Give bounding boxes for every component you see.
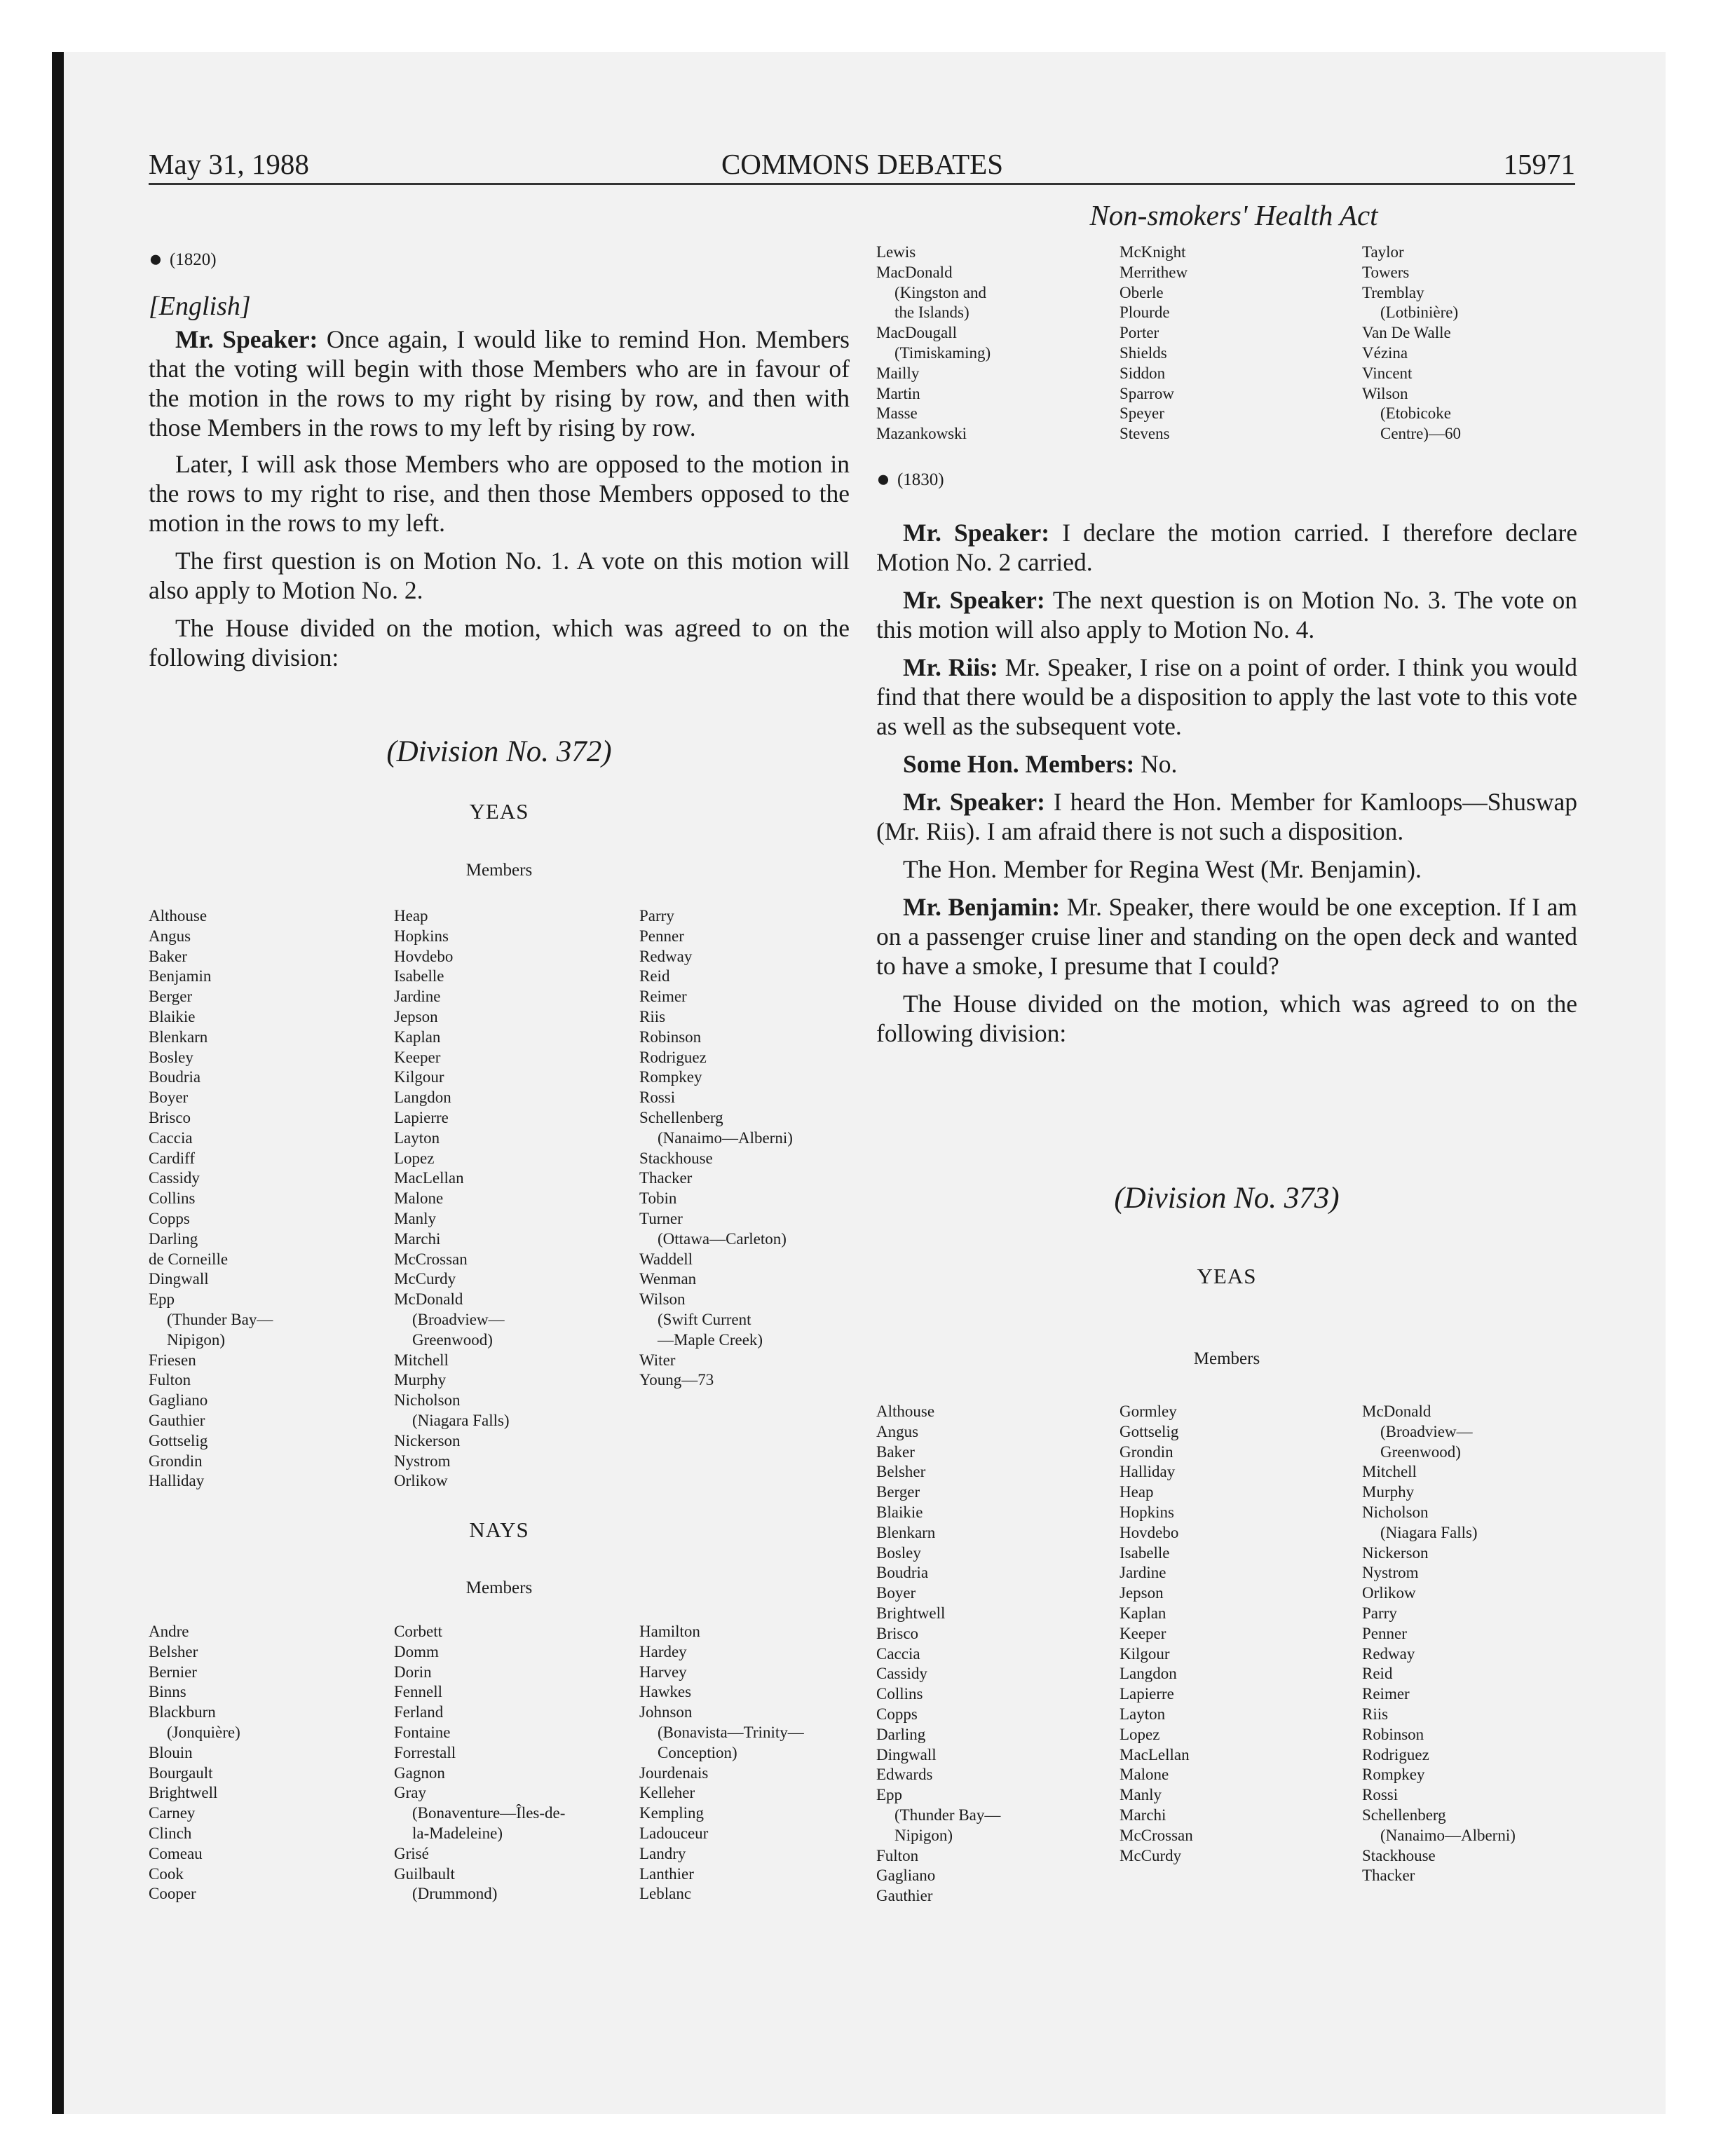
member-name: Jepson [1120,1584,1164,1602]
member-name: Kelleher [639,1784,695,1802]
member-name: Brisco [149,1108,191,1126]
speaker-name: Mr. Speaker: [903,519,1050,547]
member-name: Sparrow [1120,384,1174,402]
member-name: Isabelle [394,967,444,985]
statement-4: Some Hon. Members: No. [903,750,1178,778]
nays-372-cont-col3 [1362,243,1461,444]
member-name: (Niagara Falls) [412,1411,510,1429]
member-name: (Swift Current [658,1310,751,1328]
member-name: Heap [1120,1483,1154,1501]
member-name: Benjamin [149,967,212,985]
member-name: Reid [639,967,670,985]
yeas-372-col1 [149,906,273,1492]
member-name: Belsher [149,1642,198,1660]
member-name: MacDonald [876,263,953,281]
member-name: Nicholson [1362,1503,1429,1521]
member-name: Witer [639,1351,676,1369]
statement-7: Mr. Benjamin: Mr. Speaker, there would be one exception. If I am on a passenger cruise liner and standing on the open deck and wanted to have a smoke, I presume that I could? [876,893,1577,980]
speaker-name: Some Hon. Members: [903,750,1135,778]
member-name: (Etobicoke [1380,404,1451,423]
paragraph-1: Mr. Speaker: Once again, I would like to remind Hon. Members that the voting will begin with those Members who are in favour of the motion in the rows to my right by rising by row, and then with those Members in the rows to my left by rising by row. [149,325,850,442]
header-date: May 31, 1988 [149,148,309,180]
member-name: —Maple Creek) [658,1330,763,1349]
statement-6: The Hon. Member for Regina West (Mr. Benjamin). [903,855,1422,883]
member-name: Dingwall [149,1270,209,1288]
member-name: Jepson [394,1007,438,1025]
member-name: Althouse [149,907,207,925]
member-name: Rompkey [639,1068,702,1086]
member-name: Manly [1120,1786,1162,1804]
member-name: Blackburn [149,1703,216,1721]
member-name: Berger [149,988,193,1006]
member-name: Copps [876,1705,918,1723]
member-name: (Broadview— [1380,1422,1473,1440]
member-name: Reid [1362,1665,1393,1683]
member-name: Hopkins [1120,1503,1174,1521]
member-name: Riis [639,1007,666,1025]
member-name: Hamilton [639,1623,700,1640]
statement-2: Mr. Speaker: The next question is on Motion No. 3. The vote on this motion will also apply to Motion No. 4. [876,586,1578,643]
member-name: Thacker [639,1169,693,1187]
member-name: Fontaine [394,1723,451,1741]
member-name: Parry [1362,1604,1397,1622]
member-name: McKnight [1120,243,1186,261]
paragraph-4: The House divided on the motion, which was agreed to on the following division: [149,614,850,671]
speaker-name: Mr. Riis: [903,653,998,681]
member-name: Greenwood) [412,1330,493,1349]
nays-372-col3 [639,1622,804,1904]
member-name: Murphy [394,1371,447,1389]
member-name: Wilson [1362,384,1408,402]
member-name: Guilbault [394,1864,455,1883]
speaker-name: Mr. Speaker: [903,586,1045,614]
member-name: Malone [1120,1766,1169,1784]
member-name: Schellenberg [639,1108,723,1126]
member-name: Orlikow [1362,1584,1416,1602]
member-name: Marchi [394,1229,441,1248]
running-head: Non-smokers' Health Act [1089,199,1378,231]
member-name: Tobin [639,1189,677,1208]
member-name: (Thunder Bay— [167,1310,273,1328]
member-name: Penner [639,927,684,945]
member-name: Vézina [1362,343,1408,362]
yeas-label-372: YEAS [469,799,529,824]
member-name: Gauthier [876,1887,933,1905]
member-name: Van De Walle [1362,324,1451,342]
speaker-name: Mr. Benjamin: [903,893,1061,921]
member-name: Lopez [1120,1725,1160,1743]
member-name: Jardine [1120,1564,1166,1582]
member-name: Gagliano [149,1391,208,1410]
member-name: Keeper [394,1048,441,1066]
member-name: (Nanaimo—Alberni) [1380,1826,1516,1844]
member-name: Angus [149,927,191,945]
scan-edge-shadow [52,52,64,2114]
member-name: Fennell [394,1683,442,1701]
member-name: Blaikie [149,1007,196,1025]
member-name: Boudria [149,1068,201,1086]
member-name: Marchi [1120,1806,1166,1824]
member-name: Langdon [1120,1665,1177,1683]
member-name: Brightwell [876,1604,946,1622]
member-name: Gormley [1120,1403,1177,1420]
member-name: Angus [876,1422,919,1440]
member-name: Porter [1120,324,1159,342]
nays-372-cont-col2 [1120,243,1188,444]
member-name: McCurdy [394,1270,456,1288]
statement-8: The House divided on the motion, which was agreed to on the following division: [876,990,1577,1047]
member-name: MacDougall [876,324,957,342]
member-name: McDonald [394,1290,463,1309]
member-name: McCrossan [1120,1826,1193,1844]
member-name: Parry [639,907,674,925]
member-name: Hawkes [639,1683,692,1701]
member-name: Blouin [149,1743,193,1761]
member-name: Centre)—60 [1380,425,1461,443]
member-name: Hardey [639,1642,687,1660]
member-name: Harvey [639,1663,687,1681]
member-name: Rodriguez [639,1048,707,1066]
member-name: Nystrom [1362,1564,1419,1582]
member-name: Dingwall [876,1745,937,1763]
member-name: Epp [149,1290,175,1309]
member-name: Carney [149,1804,196,1822]
member-name: (Bonaventure—Îles-de- [412,1804,566,1822]
member-name: Caccia [149,1128,193,1147]
members-label-373: Members [1193,1349,1260,1368]
member-name: Rossi [1362,1786,1399,1804]
member-name: Turner [639,1209,683,1227]
member-name: McCurdy [1120,1846,1182,1864]
member-name: (Broadview— [412,1310,505,1328]
member-name: Masse [876,404,918,423]
language-marker: [English] [149,292,251,321]
member-name: Heap [394,907,428,925]
member-name: Shields [1120,343,1167,362]
yeas-label-373: YEAS [1197,1264,1257,1288]
member-name: Belsher [876,1463,926,1481]
member-name: Copps [149,1209,190,1227]
member-name: (Kingston and [894,283,986,301]
member-name: Bernier [149,1663,197,1681]
member-name: MacLellan [1120,1745,1190,1763]
bullet-icon: ● [876,467,890,492]
member-name: Andre [149,1623,189,1640]
yeas-372-col3 [639,906,793,1391]
member-name: Rompkey [1362,1766,1425,1784]
member-name: Tremblay [1362,283,1424,301]
member-name: Althouse [876,1403,935,1420]
members-label-372: Members [465,861,533,880]
nays-372-col1 [149,1622,240,1904]
paragraph-2: Later, I will ask those Members who are opposed to the motion in the rows to my right to rise, and then those Members opposed to the motion in the rows to my left. [149,450,850,537]
member-name: Stackhouse [1362,1846,1436,1864]
member-name: Mitchell [394,1351,449,1369]
member-name: (Drummond) [412,1885,498,1903]
member-name: Nipigon) [167,1330,226,1349]
yeas-373-col3 [1362,1402,1516,1886]
member-name: Layton [394,1128,440,1147]
member-name: Bosley [149,1048,193,1066]
member-name: Darling [876,1725,926,1743]
member-name: Redway [639,947,693,965]
member-name: McDonald [1362,1403,1431,1420]
member-name: Nipigon) [894,1826,953,1844]
member-name: Kempling [639,1804,704,1822]
member-name: Clinch [149,1824,192,1842]
member-name: Grisé [394,1844,429,1862]
member-name: Oberle [1120,283,1164,301]
member-name: Gauthier [149,1411,205,1429]
statement-3: Mr. Riis: Mr. Speaker, I rise on a point of order. I think you would find that there would be a disposition to apply the last vote to this vote as well as the subsequent vote. [876,653,1577,740]
member-name: Epp [876,1786,903,1804]
member-name: Layton [1120,1705,1166,1723]
member-name: Waddell [639,1250,693,1268]
member-name: Cooper [149,1885,196,1903]
member-name: Binns [149,1683,186,1701]
member-name: Nickerson [394,1431,461,1449]
member-name: Fulton [876,1846,919,1864]
member-name: Fulton [149,1371,191,1389]
member-name: Kilgour [1120,1644,1170,1663]
member-name: Plourde [1120,303,1170,322]
member-name: Grondin [1120,1442,1173,1461]
member-name: Martin [876,384,920,402]
member-name: Friesen [149,1351,196,1369]
member-name: Hovdebo [1120,1523,1179,1541]
member-name: Collins [149,1189,196,1208]
member-name: Gagnon [394,1763,445,1782]
member-name: Manly [394,1209,437,1227]
member-name: Wilson [639,1290,686,1309]
member-name: Halliday [149,1472,205,1490]
header-page-number: 15971 [1503,148,1575,180]
member-name: (Timiskaming) [894,343,991,362]
member-name: Johnson [639,1703,693,1721]
member-name: Schellenberg [1362,1806,1446,1824]
member-name: Caccia [876,1644,920,1663]
member-name: Nicholson [394,1391,461,1410]
members-label-372-nays: Members [465,1578,533,1597]
member-name: Jourdenais [639,1763,709,1782]
time-marker-2: ● (1830) [876,467,944,492]
member-name: Stevens [1120,425,1170,443]
member-name: Robinson [1362,1725,1424,1743]
member-name: Thacker [1362,1867,1415,1885]
member-name: Cassidy [149,1169,200,1187]
member-name: Keeper [1120,1624,1166,1642]
member-name: Ferland [394,1703,444,1721]
member-name: McCrossan [394,1250,468,1268]
member-name: Hovdebo [394,947,454,965]
header-title: COMMONS DEBATES [721,148,1004,180]
member-name: Vincent [1362,364,1413,382]
member-name: Stackhouse [639,1149,713,1167]
member-name: (Bonavista—Trinity— [658,1723,804,1741]
member-name: Cook [149,1864,184,1883]
time-marker: ● (1820) [149,247,217,272]
member-name: Gray [394,1784,426,1802]
member-name: Reimer [639,988,687,1006]
member-name: Ladouceur [639,1824,709,1842]
left-column [149,247,850,681]
member-name: Robinson [639,1028,702,1046]
member-name: Rodriguez [1362,1745,1429,1763]
member-name: Domm [394,1642,439,1660]
yeas-372-col2 [394,906,510,1492]
member-name: Gagliano [876,1867,936,1885]
member-name: Greenwood) [1380,1442,1461,1461]
member-name: the Islands) [894,303,969,322]
member-name: Isabelle [1120,1543,1170,1562]
member-name: Boyer [149,1089,189,1107]
division-373-title: (Division No. 373) [1114,1182,1340,1215]
member-name: (Thunder Bay— [894,1806,1001,1824]
nays-372-col2 [394,1622,565,1904]
header-rule [149,183,1575,185]
member-name: Taylor [1362,243,1404,261]
member-name: Penner [1362,1624,1407,1642]
bullet-icon: ● [149,247,163,272]
member-name: Gottselig [149,1431,208,1449]
division-372-title: (Division No. 372) [386,735,612,768]
member-name: Merrithew [1120,263,1188,281]
member-name: Forrestall [394,1743,456,1761]
member-name: Landry [639,1844,686,1862]
statement-5: Mr. Speaker: I heard the Hon. Member for Kamloops—Shuswap (Mr. Riis). I am afraid there is not such a disposition. [876,788,1577,845]
member-name: Brisco [876,1624,919,1642]
member-name: Blenkarn [876,1523,936,1541]
member-name: MacLellan [394,1169,464,1187]
member-name: Mailly [876,364,920,382]
member-name: Grondin [149,1452,203,1470]
member-name: Brightwell [149,1784,218,1802]
member-name: Berger [876,1483,920,1501]
member-name: Collins [876,1685,923,1703]
member-name: de Corneille [149,1250,229,1268]
member-name: Gottselig [1120,1422,1179,1440]
speaker-name: Mr. Speaker: [175,325,318,353]
member-name: (Jonquière) [167,1723,240,1741]
member-name: Langdon [394,1089,451,1107]
member-name: Orlikow [394,1472,448,1490]
member-name: Lanthier [639,1864,694,1883]
member-name: Boyer [876,1584,916,1602]
member-name: Lapierre [394,1108,449,1126]
member-name: Siddon [1120,364,1166,382]
member-name: Blenkarn [149,1028,208,1046]
member-name: (Nanaimo—Alberni) [658,1128,793,1147]
member-name: Edwards [876,1766,933,1784]
member-name: Young—73 [639,1371,714,1389]
member-name: Redway [1362,1644,1415,1663]
member-name: Wenman [639,1270,697,1288]
member-name: Lewis [876,243,916,261]
member-name: Rossi [639,1089,676,1107]
member-name: Towers [1362,263,1410,281]
member-name: Mitchell [1362,1463,1417,1481]
member-name: Murphy [1362,1483,1415,1501]
member-name: Baker [876,1442,915,1461]
member-name: Conception) [658,1743,737,1761]
member-name: Riis [1362,1705,1389,1723]
right-column [876,467,1577,1056]
member-name: la-Madeleine) [412,1824,503,1842]
speaker-name: Mr. Speaker: [903,788,1045,816]
member-name: Nickerson [1362,1543,1429,1562]
paragraph-3: The first question is on Motion No. 1. A vote on this motion will also apply to Motion No. 2. [149,547,850,604]
member-name: (Niagara Falls) [1380,1523,1478,1541]
member-name: (Ottawa—Carleton) [658,1229,787,1248]
member-name: Corbett [394,1623,442,1640]
member-name: Malone [394,1189,444,1208]
member-name: Nystrom [394,1452,451,1470]
member-name: Baker [149,947,187,965]
member-name: Comeau [149,1844,203,1862]
nays-label-372: NAYS [469,1517,529,1542]
member-name: Kaplan [394,1028,441,1046]
member-name: Mazankowski [876,425,967,443]
member-name: Blaikie [876,1503,923,1521]
statement-1: Mr. Speaker: I declare the motion carried. I therefore declare Motion No. 2 carried. [876,519,1578,576]
member-name: Leblanc [639,1885,692,1903]
member-name: Jardine [394,988,441,1006]
member-name: Dorin [394,1663,432,1681]
member-name: Boudria [876,1564,929,1582]
member-name: Cardiff [149,1149,196,1167]
member-name: Bourgault [149,1763,213,1782]
member-name: Darling [149,1229,198,1248]
nays-372-cont-col1 [876,243,991,444]
member-name: Bosley [876,1543,921,1562]
member-name: Hopkins [394,927,449,945]
member-name: Halliday [1120,1463,1176,1481]
member-name: (Lotbinière) [1380,303,1459,322]
member-name: Kilgour [394,1068,444,1086]
member-name: Kaplan [1120,1604,1166,1622]
yeas-373-col2 [1120,1402,1193,1866]
member-name: Reimer [1362,1685,1410,1703]
member-name: Speyer [1120,404,1164,423]
member-name: Cassidy [876,1665,927,1683]
yeas-373-col1 [876,1402,1000,1906]
member-name: Lopez [394,1149,435,1167]
member-name: Lapierre [1120,1685,1174,1703]
